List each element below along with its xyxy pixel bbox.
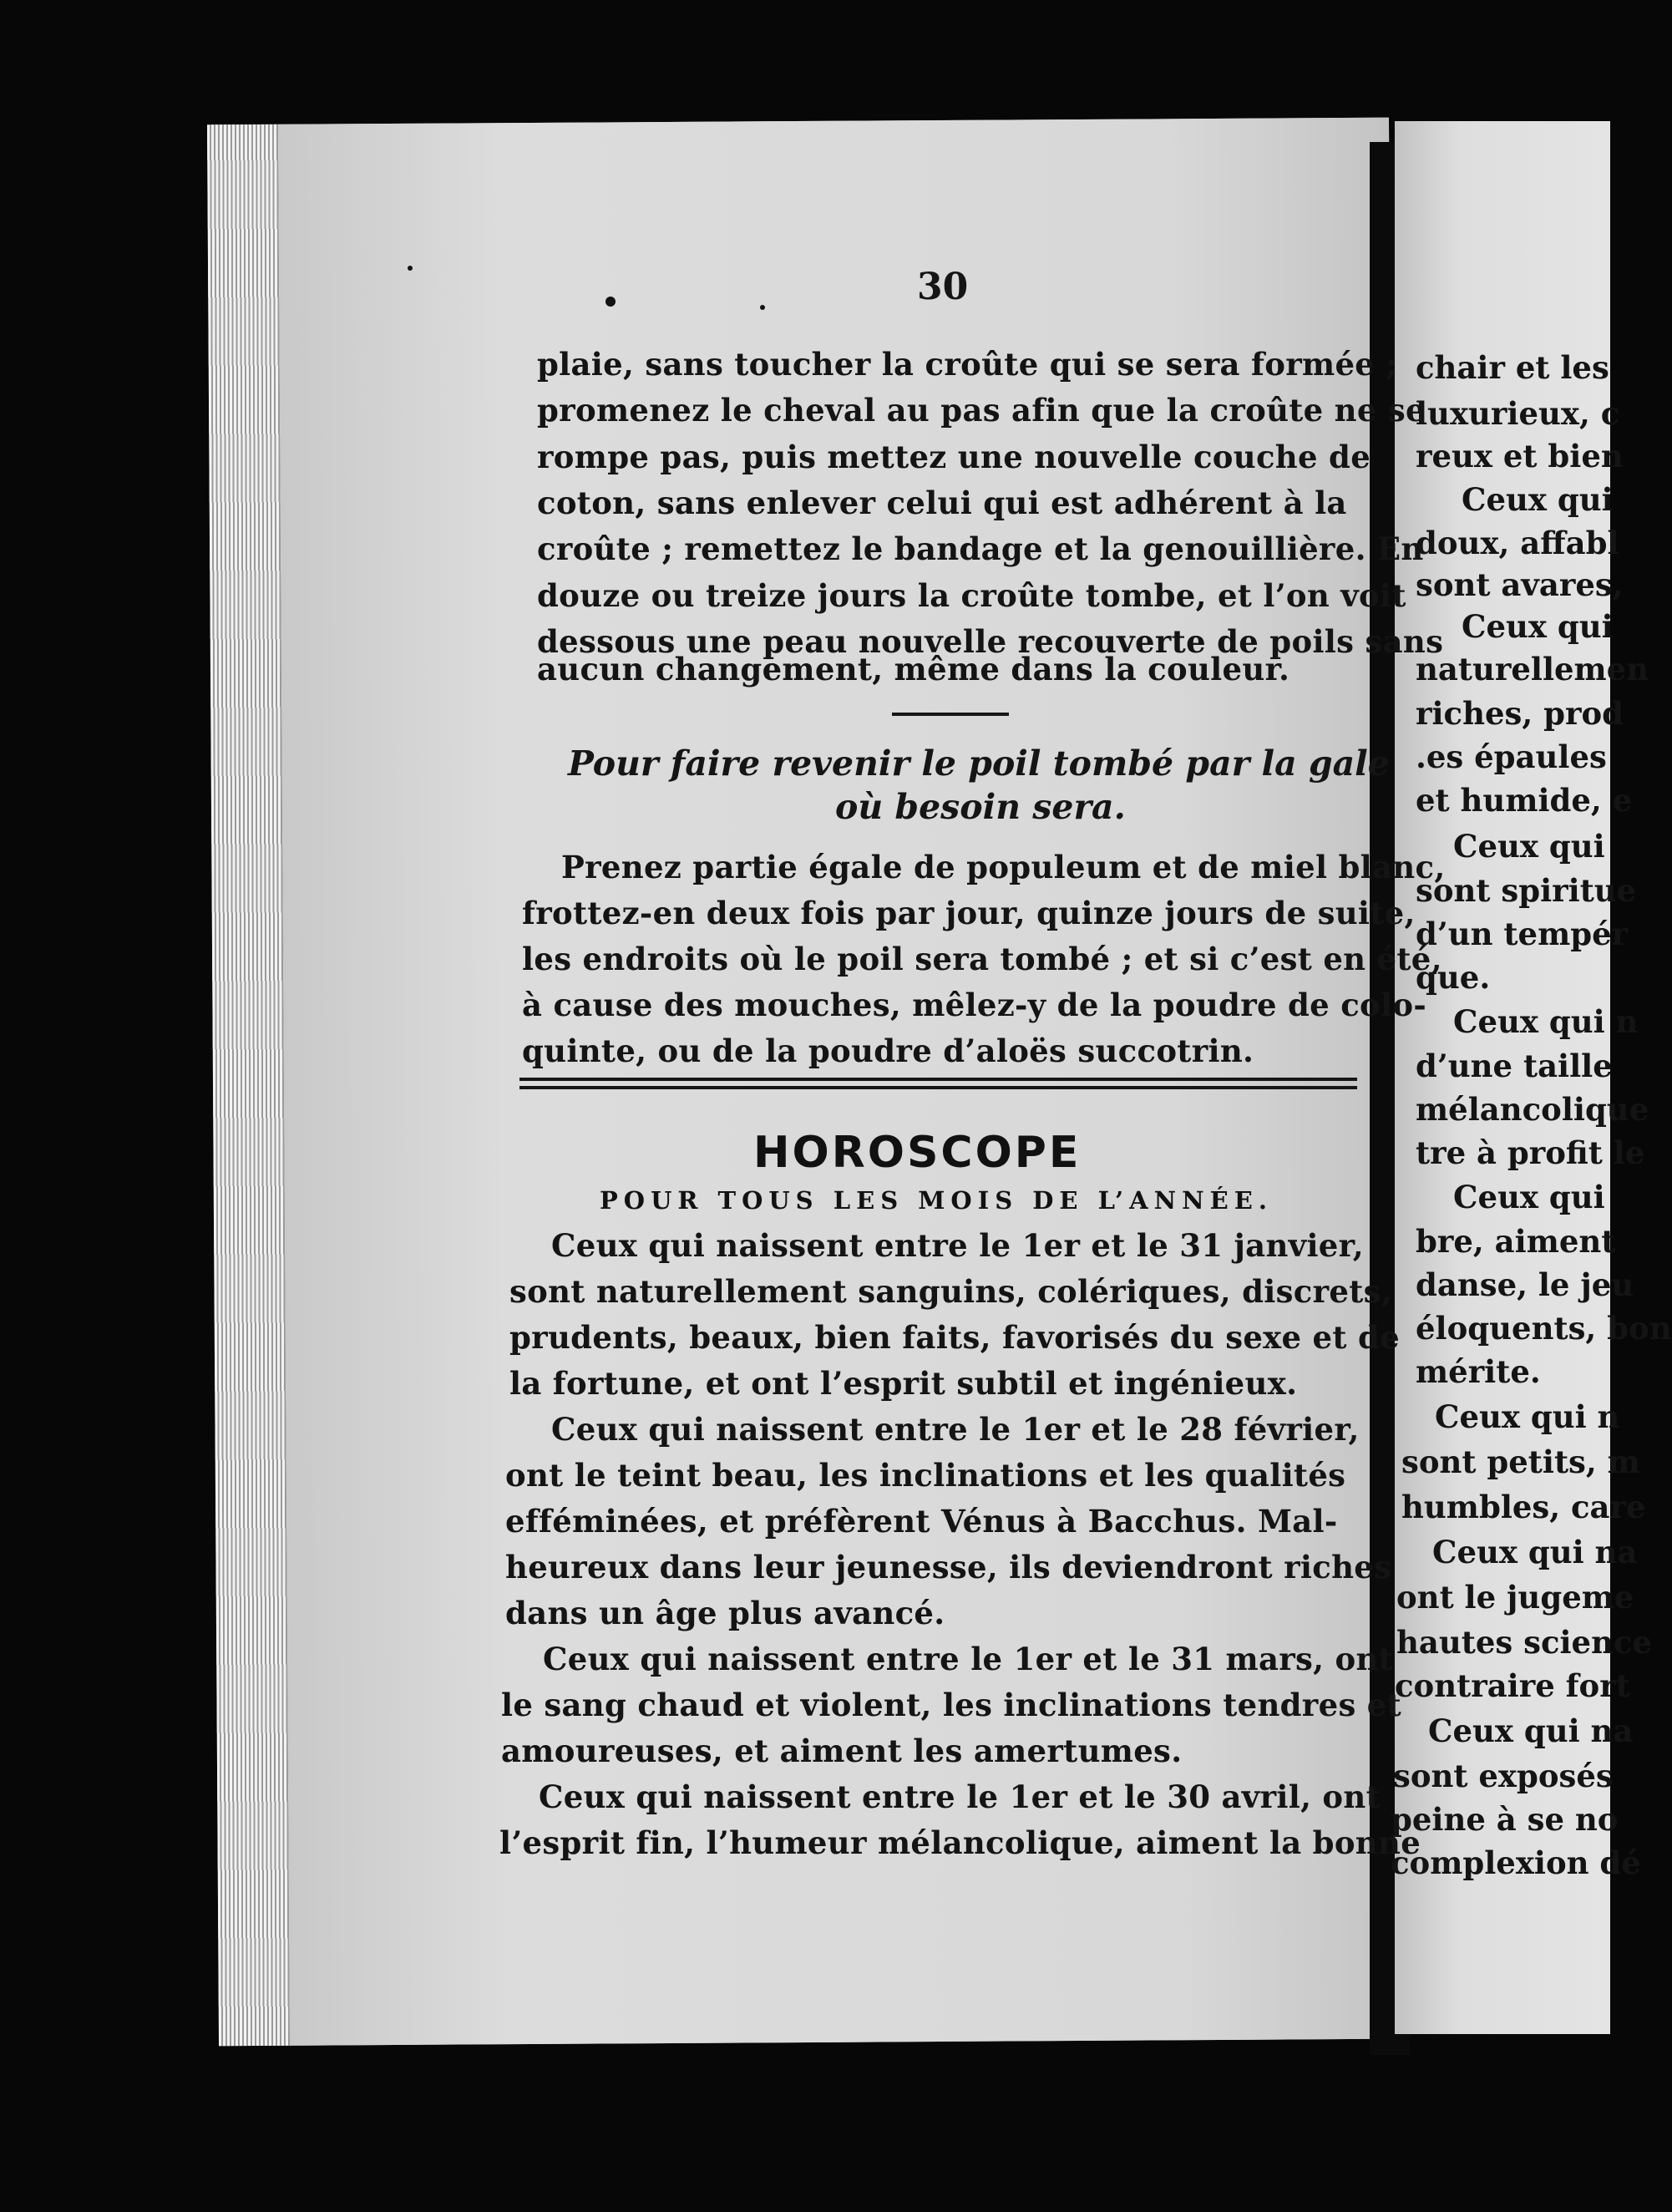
text-line: sont avares,: [1416, 566, 1624, 603]
text-line: Ceux qui: [1453, 828, 1605, 865]
text-line: reux et bien: [1416, 438, 1624, 474]
text-line: peine à se no: [1391, 1801, 1619, 1838]
text-line: promenez le cheval au pas afin que la croûte ne se: [537, 392, 1426, 429]
text-line: croûte ; remettez le bandage et la genouillière. En: [537, 530, 1424, 567]
text-line: frottez-en deux fois par jour, quinze jours de suite,: [522, 895, 1416, 931]
text-line: luxurieux, c: [1416, 395, 1620, 432]
text-line: d’une taille: [1416, 1048, 1613, 1084]
text-line: Ceux qui naissent entre le 1er et le 30 avril, ont: [539, 1778, 1381, 1815]
text-line: douze ou treize jours la croûte tombe, et l’on voit: [537, 577, 1406, 614]
text-line: Prenez partie égale de populeum et de miel blanc,: [561, 849, 1446, 885]
text-line: le sang chaud et violent, les inclinations tendres et: [501, 1687, 1401, 1723]
text-line: .es épaules: [1416, 738, 1607, 775]
text-line: danse, le jeu: [1416, 1266, 1634, 1303]
text-line: ont le teint beau, les inclinations et les qualités: [505, 1457, 1346, 1494]
text-line: naturellemen: [1416, 651, 1649, 687]
text-line: chair et les: [1416, 349, 1609, 386]
text-line: Ceux qui na: [1428, 1712, 1634, 1749]
text-line: la fortune, et ont l’esprit subtil et ingénieux.: [509, 1365, 1298, 1402]
text-line: Ceux qui na: [1432, 1534, 1638, 1570]
text-line: Ceux qui: [1462, 481, 1614, 518]
section-divider: [892, 713, 1009, 716]
page-number: 30: [917, 266, 969, 308]
text-line: quinte, ou de la poudre d’aloës succotrin.: [522, 1032, 1254, 1069]
text-line: Ceux qui: [1462, 608, 1614, 645]
scan-speck: [408, 266, 413, 271]
recipe-title-line: où besoin sera.: [835, 787, 1126, 827]
text-line: mérite.: [1416, 1353, 1541, 1390]
double-rule-top: [519, 1078, 1357, 1081]
text-line: riches, prod: [1416, 695, 1624, 732]
text-line: sont naturellement sanguins, colériques, discrets,: [509, 1273, 1392, 1310]
recipe-title-line: Pour faire revenir le poil tombé par la gale: [568, 743, 1390, 784]
text-line: que.: [1416, 959, 1491, 996]
text-line: complexion dé: [1391, 1844, 1641, 1881]
text-line: l’esprit fin, l’humeur mélancolique, aiment la bonne: [499, 1824, 1421, 1861]
text-line: sont spiritue: [1416, 872, 1637, 909]
text-line: Ceux qui: [1453, 1179, 1605, 1215]
text-line: plaie, sans toucher la croûte qui se sera formée ;: [537, 346, 1398, 383]
text-line: aucun changement, même dans la couleur.: [537, 651, 1290, 687]
text-line: Ceux qui naissent entre le 1er et le 31 mars, ont: [543, 1641, 1394, 1677]
text-line: à cause des mouches, mêlez-y de la poudre de colo-: [522, 987, 1426, 1023]
text-line: efféminées, et préfèrent Vénus à Bacchus. Mal-: [505, 1503, 1338, 1540]
page-edges: [207, 124, 290, 2046]
text-line: les endroits où le poil sera tombé ; et si c’est en été,: [522, 941, 1442, 977]
text-line: prudents, beaux, bien faits, favorisés du sexe et de: [509, 1319, 1400, 1356]
text-line: Ceux qui naissent entre le 1er et le 28 février,: [551, 1411, 1360, 1448]
text-line: doux, affabl: [1416, 525, 1619, 561]
scan-speck: [605, 297, 616, 307]
text-line: sont exposés: [1393, 1758, 1614, 1794]
text-line: rompe pas, puis mettez une nouvelle couche de: [537, 439, 1371, 475]
text-line: contraire fort: [1395, 1667, 1630, 1704]
text-line: Ceux qui naissent entre le 1er et le 31 janvier,: [551, 1227, 1364, 1264]
text-line: et humide, e: [1416, 782, 1633, 819]
text-line: amoureuses, et aiment les amertumes.: [501, 1733, 1183, 1769]
scan-speck: [760, 305, 765, 310]
text-line: Ceux qui n: [1453, 1003, 1639, 1040]
text-line: sont petits, m: [1401, 1443, 1640, 1480]
text-line: ont le jugeme: [1396, 1579, 1634, 1616]
text-line: dans un âge plus avancé.: [505, 1595, 945, 1631]
text-line: bre, aiment: [1416, 1223, 1616, 1260]
double-rule-bottom: [519, 1086, 1357, 1089]
text-line: Ceux qui n: [1435, 1398, 1620, 1435]
text-line: heureux dans leur jeunesse, ils deviendront riches: [505, 1549, 1392, 1585]
text-line: éloquents, bon: [1416, 1310, 1672, 1347]
text-line: mélancolique: [1416, 1091, 1649, 1128]
horoscope-subtitle: POUR TOUS LES MOIS DE L’ANNÉE.: [600, 1186, 1273, 1215]
horoscope-title: HOROSCOPE: [753, 1128, 1082, 1178]
text-line: dessous une peau nouvelle recouverte de poils sans: [537, 623, 1444, 660]
text-line: tre à profit le: [1416, 1134, 1645, 1171]
text-line: coton, sans enlever celui qui est adhérent à la: [537, 485, 1347, 521]
text-line: d’un tempér: [1416, 916, 1629, 952]
text-line: humbles, care: [1401, 1489, 1646, 1525]
text-line: hautes science: [1396, 1624, 1653, 1661]
